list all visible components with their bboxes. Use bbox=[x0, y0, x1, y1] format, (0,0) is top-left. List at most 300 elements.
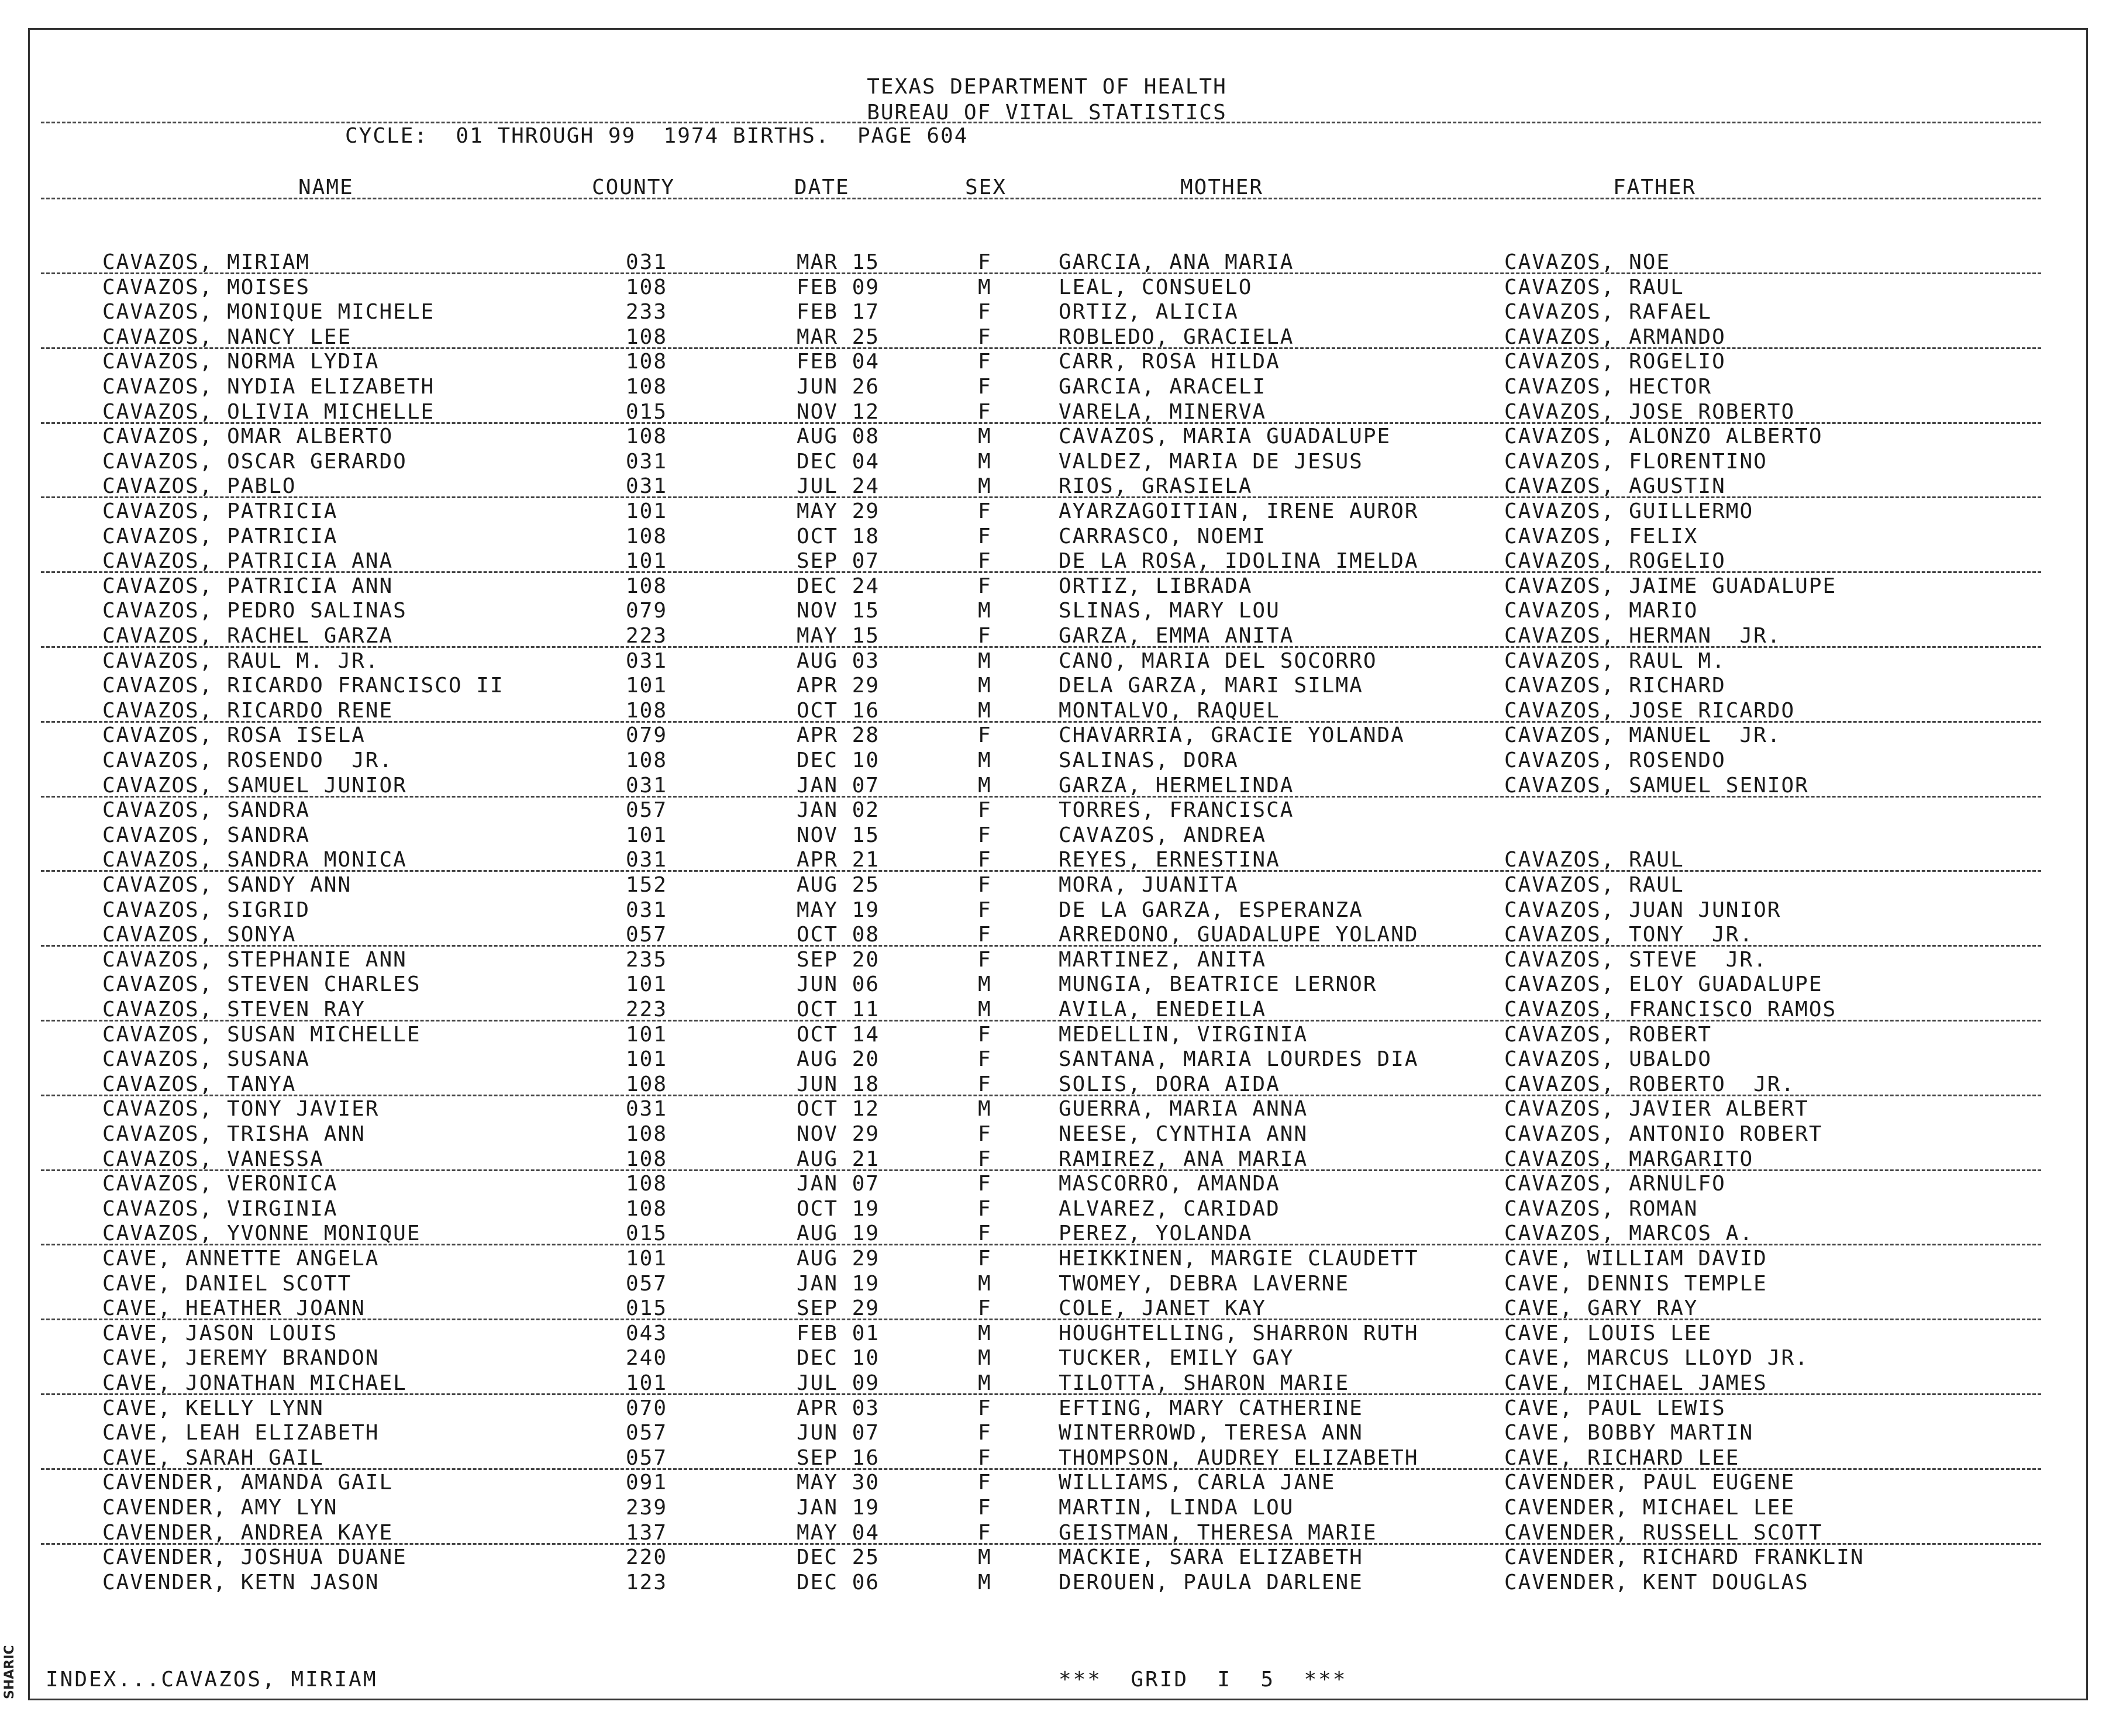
cell-name: CAVAZOS, PABLO bbox=[102, 474, 297, 499]
table-row bbox=[0, 1023, 2105, 1047]
report-title-line2: BUREAU OF VITAL STATISTICS bbox=[867, 101, 1227, 125]
cell-county: 091 bbox=[626, 1471, 668, 1495]
cell-mother: TWOMEY, DEBRA LAVERNE bbox=[1059, 1271, 1350, 1296]
cell-county: 220 bbox=[626, 1545, 668, 1570]
cell-mother: COLE, JANET KAY bbox=[1059, 1296, 1267, 1321]
cell-date: JUN 26 bbox=[797, 375, 880, 399]
cell-county: 031 bbox=[626, 773, 668, 798]
table-row bbox=[0, 450, 2105, 474]
cell-name: CAVAZOS, SANDRA bbox=[102, 798, 311, 823]
cell-date: NOV 15 bbox=[797, 599, 880, 623]
cell-sex: F bbox=[978, 549, 992, 574]
table-row bbox=[0, 898, 2105, 923]
cell-father: CAVAZOS, ROSENDO bbox=[1504, 748, 1726, 772]
cell-date: OCT 16 bbox=[797, 698, 880, 723]
cell-name: CAVE, DANIEL SCOTT bbox=[102, 1271, 352, 1296]
cell-name: CAVAZOS, SIGRID bbox=[102, 898, 311, 922]
cell-county: 057 bbox=[626, 798, 668, 823]
column-header-mother: MOTHER bbox=[1180, 175, 1264, 199]
cell-father: CAVAZOS, MANUEL JR. bbox=[1504, 723, 1781, 748]
cell-father: CAVAZOS, JAIME GUADALUPE bbox=[1504, 574, 1837, 598]
table-row bbox=[0, 674, 2105, 698]
cell-date: JAN 07 bbox=[797, 1172, 880, 1196]
cell-father: CAVAZOS, JOSE ROBERTO bbox=[1504, 399, 1796, 424]
cell-father: CAVAZOS, JOSE RICARDO bbox=[1504, 698, 1796, 723]
cell-father: CAVAZOS, RAFAEL bbox=[1504, 300, 1712, 325]
cell-county: 031 bbox=[626, 898, 668, 922]
cell-date: JUN 18 bbox=[797, 1072, 880, 1096]
cell-date: AUG 29 bbox=[797, 1247, 880, 1271]
table-row bbox=[0, 1496, 2105, 1520]
cell-mother: MARTIN, LINDA LOU bbox=[1059, 1496, 1294, 1520]
column-header-sex: SEX bbox=[965, 175, 1007, 199]
cell-mother: HEIKKINEN, MARGIE CLAUDETT bbox=[1059, 1247, 1419, 1271]
table-row bbox=[0, 873, 2105, 898]
cell-father: CAVAZOS, AGUSTIN bbox=[1504, 474, 1726, 499]
page-label: PAGE bbox=[857, 124, 913, 148]
cell-sex: F bbox=[978, 898, 992, 922]
table-row bbox=[0, 375, 2105, 399]
cell-county: 101 bbox=[626, 674, 668, 698]
cell-sex: F bbox=[978, 1072, 992, 1096]
cell-sex: M bbox=[978, 275, 992, 299]
column-header-date: DATE bbox=[794, 175, 850, 199]
cell-sex: F bbox=[978, 1520, 992, 1545]
cell-county: 101 bbox=[626, 823, 668, 847]
cell-sex: M bbox=[978, 474, 992, 499]
table-row bbox=[0, 1396, 2105, 1421]
cell-sex: F bbox=[978, 350, 992, 374]
cell-county: 239 bbox=[626, 1496, 668, 1520]
cell-county: 108 bbox=[626, 350, 668, 374]
cell-county: 108 bbox=[626, 1072, 668, 1096]
cell-date: NOV 12 bbox=[797, 399, 880, 424]
cell-sex: F bbox=[978, 848, 992, 872]
table-row bbox=[0, 699, 2105, 723]
cell-county: 108 bbox=[626, 1196, 668, 1221]
cell-mother: THOMPSON, AUDREY ELIZABETH bbox=[1059, 1445, 1419, 1470]
row-group-rule bbox=[41, 1543, 2041, 1545]
cell-mother: AVILA, ENEDEILA bbox=[1059, 998, 1267, 1021]
cell-mother: CAVAZOS, MARIA GUADALUPE bbox=[1059, 424, 1391, 449]
cell-mother: VARELA, MINERVA bbox=[1059, 399, 1267, 424]
cell-father: CAVAZOS, ROBERTO JR. bbox=[1504, 1072, 1796, 1096]
cell-county: 057 bbox=[626, 1445, 668, 1470]
cell-name: CAVAZOS, PATRICIA bbox=[102, 524, 338, 548]
cell-mother: TORRES, FRANCISCA bbox=[1059, 798, 1294, 823]
cell-mother: GARCIA, ANA MARIA bbox=[1059, 250, 1294, 274]
cell-father: CAVAZOS, ROMAN bbox=[1504, 1196, 1698, 1221]
cell-father: CAVAZOS, UBALDO bbox=[1504, 1047, 1712, 1072]
cell-county: 223 bbox=[626, 624, 668, 648]
cell-sex: F bbox=[978, 1445, 992, 1470]
column-header-name: NAME bbox=[298, 175, 354, 199]
cell-date: FEB 01 bbox=[797, 1321, 880, 1345]
cell-name: CAVAZOS, MONIQUE MICHELE bbox=[102, 300, 435, 325]
header-rule bbox=[41, 122, 2041, 123]
cell-sex: F bbox=[978, 499, 992, 523]
cell-sex: F bbox=[978, 399, 992, 424]
cell-county: 108 bbox=[626, 698, 668, 723]
row-group-rule bbox=[41, 1244, 2041, 1245]
cell-father: CAVE, MARCUS LLOYD JR. bbox=[1504, 1346, 1809, 1371]
cycle-value: 01 THROUGH 99 bbox=[456, 124, 636, 148]
cell-mother: MEDELLIN, VIRGINIA bbox=[1059, 1022, 1308, 1047]
page-number: 604 bbox=[926, 124, 969, 148]
cell-county: 101 bbox=[626, 972, 668, 997]
cell-mother: TUCKER, EMILY GAY bbox=[1059, 1346, 1294, 1371]
cell-mother: TILOTTA, SHARON MARIE bbox=[1059, 1371, 1350, 1395]
cell-county: 123 bbox=[626, 1570, 668, 1595]
cell-name: CAVAZOS, ROSA ISELA bbox=[102, 723, 366, 748]
cell-county: 108 bbox=[626, 1122, 668, 1146]
cell-sex: F bbox=[978, 923, 992, 947]
cell-name: CAVAZOS, SAMUEL JUNIOR bbox=[102, 773, 407, 798]
cell-county: 057 bbox=[626, 1271, 668, 1296]
table-row bbox=[0, 1571, 2105, 1595]
cell-name: CAVAZOS, VIRGINIA bbox=[102, 1196, 338, 1221]
cell-mother: LEAL, CONSUELO bbox=[1059, 275, 1253, 299]
cell-name: CAVAZOS, RICARDO FRANCISCO II bbox=[102, 674, 504, 698]
cell-mother: DE LA GARZA, ESPERANZA bbox=[1059, 898, 1363, 922]
cell-father: CAVAZOS, GUILLERMO bbox=[1504, 499, 1754, 523]
cell-name: CAVAZOS, TANYA bbox=[102, 1072, 297, 1096]
cell-mother: ROBLEDO, GRACIELA bbox=[1059, 325, 1294, 349]
table-row bbox=[0, 424, 2105, 449]
cell-father: CAVAZOS, ALONZO ALBERTO bbox=[1504, 424, 1823, 449]
cell-name: CAVAZOS, SUSAN MICHELLE bbox=[102, 1022, 421, 1047]
cell-sex: F bbox=[978, 1022, 992, 1047]
table-row bbox=[0, 624, 2105, 648]
cell-mother: ORTIZ, ALICIA bbox=[1059, 300, 1239, 325]
cell-date: OCT 11 bbox=[797, 998, 880, 1021]
cell-father: CAVAZOS, JUAN JUNIOR bbox=[1504, 898, 1781, 922]
footer-index: INDEX...CAVAZOS, MIRIAM bbox=[46, 1668, 378, 1692]
row-group-rule bbox=[41, 347, 2041, 349]
cell-sex: M bbox=[978, 424, 992, 449]
cell-name: CAVAZOS, STEVEN RAY bbox=[102, 998, 366, 1021]
cell-sex: M bbox=[978, 1097, 992, 1121]
column-header-county: COUNTY bbox=[592, 175, 676, 199]
cell-mother: GARZA, HERMELINDA bbox=[1059, 773, 1294, 798]
cell-father: CAVE, MICHAEL JAMES bbox=[1504, 1371, 1767, 1395]
cell-mother: ORTIZ, LIBRADA bbox=[1059, 574, 1253, 598]
cell-county: 108 bbox=[626, 524, 668, 548]
cell-father: CAVENDER, PAUL EUGENE bbox=[1504, 1471, 1796, 1495]
table-row bbox=[0, 1122, 2105, 1147]
table-row bbox=[0, 972, 2105, 997]
cell-date: DEC 06 bbox=[797, 1570, 880, 1595]
row-group-rule bbox=[41, 1468, 2041, 1470]
cell-date: MAR 25 bbox=[797, 325, 880, 349]
cell-name: CAVAZOS, STEVEN CHARLES bbox=[102, 972, 421, 997]
cell-sex: F bbox=[978, 250, 992, 274]
cell-name: CAVAZOS, SUSANA bbox=[102, 1047, 311, 1072]
cell-father: CAVAZOS, ARMANDO bbox=[1504, 325, 1726, 349]
cell-date: OCT 12 bbox=[797, 1097, 880, 1121]
table-row bbox=[0, 1197, 2105, 1221]
cell-sex: F bbox=[978, 1122, 992, 1146]
cell-date: JUN 06 bbox=[797, 972, 880, 997]
cell-county: 101 bbox=[626, 1047, 668, 1072]
cell-name: CAVAZOS, SANDRA bbox=[102, 823, 311, 847]
cell-father: CAVAZOS, RAUL bbox=[1504, 275, 1684, 299]
cell-mother: NEESE, CYNTHIA ANN bbox=[1059, 1122, 1308, 1146]
cell-date: DEC 25 bbox=[797, 1545, 880, 1570]
cell-sex: M bbox=[978, 1346, 992, 1371]
cell-mother: GUERRA, MARIA ANNA bbox=[1059, 1097, 1308, 1121]
cell-date: JAN 07 bbox=[797, 773, 880, 798]
cell-mother: CANO, MARIA DEL SOCORRO bbox=[1059, 648, 1377, 673]
cell-county: 101 bbox=[626, 1371, 668, 1395]
cell-name: CAVAZOS, PATRICIA bbox=[102, 499, 338, 523]
cell-name: CAVENDER, AMANDA GAIL bbox=[102, 1471, 394, 1495]
cell-father: CAVAZOS, ROBERT bbox=[1504, 1022, 1712, 1047]
table-row bbox=[0, 948, 2105, 972]
cell-name: CAVAZOS, OSCAR GERARDO bbox=[102, 449, 407, 474]
cell-name: CAVAZOS, YVONNE MONIQUE bbox=[102, 1221, 421, 1246]
cell-county: 015 bbox=[626, 1221, 668, 1246]
cell-mother: SANTANA, MARIA LOURDES DIA bbox=[1059, 1047, 1419, 1072]
cell-father: CAVAZOS, ELOY GUADALUPE bbox=[1504, 972, 1823, 997]
cell-sex: M bbox=[978, 1321, 992, 1345]
cell-date: DEC 04 bbox=[797, 449, 880, 474]
cell-county: 152 bbox=[626, 873, 668, 897]
cell-date: AUG 19 bbox=[797, 1221, 880, 1246]
cell-name: CAVAZOS, SONYA bbox=[102, 923, 297, 947]
cell-mother: CAVAZOS, ANDREA bbox=[1059, 823, 1267, 847]
cell-sex: F bbox=[978, 947, 992, 972]
cell-sex: M bbox=[978, 1570, 992, 1595]
cell-date: MAY 04 bbox=[797, 1520, 880, 1545]
cell-father: CAVE, DENNIS TEMPLE bbox=[1504, 1271, 1767, 1296]
table-row bbox=[0, 748, 2105, 773]
cell-father: CAVAZOS, MARCOS A. bbox=[1504, 1221, 1754, 1246]
cell-sex: F bbox=[978, 574, 992, 598]
cell-county: 108 bbox=[626, 1147, 668, 1171]
cell-sex: F bbox=[978, 1172, 992, 1196]
cell-mother: DEROUEN, PAULA DARLENE bbox=[1059, 1570, 1363, 1595]
cell-sex: M bbox=[978, 998, 992, 1021]
cell-date: DEC 24 bbox=[797, 574, 880, 598]
cell-date: JAN 19 bbox=[797, 1271, 880, 1296]
table-row bbox=[0, 599, 2105, 623]
cell-name: CAVAZOS, SANDY ANN bbox=[102, 873, 352, 897]
cell-date: OCT 14 bbox=[797, 1022, 880, 1047]
table-row bbox=[0, 1545, 2105, 1570]
cell-sex: F bbox=[978, 1496, 992, 1520]
cell-name: CAVAZOS, MOISES bbox=[102, 275, 311, 299]
cell-date: AUG 20 bbox=[797, 1047, 880, 1072]
cell-sex: F bbox=[978, 873, 992, 897]
row-group-rule bbox=[41, 571, 2041, 573]
cell-mother: ALVAREZ, CARIDAD bbox=[1059, 1196, 1280, 1221]
cell-father: CAVAZOS, ARNULFO bbox=[1504, 1172, 1726, 1196]
cell-county: 101 bbox=[626, 1247, 668, 1271]
cell-name: CAVAZOS, OLIVIA MICHELLE bbox=[102, 399, 435, 424]
table-row bbox=[0, 1221, 2105, 1246]
cell-father: CAVAZOS, FELIX bbox=[1504, 524, 1698, 548]
cell-date: APR 21 bbox=[797, 848, 880, 872]
cell-county: 043 bbox=[626, 1321, 668, 1345]
cell-mother: REYES, ERNESTINA bbox=[1059, 848, 1280, 872]
table-row bbox=[0, 1172, 2105, 1196]
cycle-line bbox=[345, 124, 968, 148]
cell-name: CAVAZOS, PATRICIA ANA bbox=[102, 549, 394, 574]
cell-county: 070 bbox=[626, 1396, 668, 1420]
cell-mother: MONTALVO, RAQUEL bbox=[1059, 698, 1280, 723]
cell-date: AUG 21 bbox=[797, 1147, 880, 1171]
table-row bbox=[0, 723, 2105, 748]
cell-name: CAVE, SARAH GAIL bbox=[102, 1445, 324, 1470]
cell-sex: M bbox=[978, 599, 992, 623]
cell-sex: F bbox=[978, 375, 992, 399]
cell-father: CAVENDER, RUSSELL SCOTT bbox=[1504, 1520, 1823, 1545]
cell-mother: MUNGIA, BEATRICE LERNOR bbox=[1059, 972, 1377, 997]
cell-county: 108 bbox=[626, 325, 668, 349]
cell-date: MAY 15 bbox=[797, 624, 880, 648]
cell-name: CAVAZOS, NORMA LYDIA bbox=[102, 350, 380, 374]
cell-sex: M bbox=[978, 748, 992, 772]
cell-father: CAVE, GARY RAY bbox=[1504, 1296, 1698, 1321]
table-row bbox=[0, 524, 2105, 549]
cell-county: 057 bbox=[626, 923, 668, 947]
cell-father: CAVENDER, RICHARD FRANKLIN bbox=[1504, 1545, 1865, 1570]
cell-sex: F bbox=[978, 624, 992, 648]
cell-name: CAVE, JASON LOUIS bbox=[102, 1321, 338, 1345]
cell-sex: F bbox=[978, 1247, 992, 1271]
cell-county: 031 bbox=[626, 250, 668, 274]
cell-father: CAVE, BOBBY MARTIN bbox=[1504, 1421, 1754, 1445]
cell-county: 101 bbox=[626, 1022, 668, 1047]
cell-date: OCT 18 bbox=[797, 524, 880, 548]
row-group-rule bbox=[41, 646, 2041, 648]
cell-name: CAVAZOS, RICARDO RENE bbox=[102, 698, 394, 723]
cell-father: CAVENDER, KENT DOUGLAS bbox=[1504, 1570, 1809, 1595]
table-row bbox=[0, 1272, 2105, 1296]
report-title-line1: TEXAS DEPARTMENT OF HEALTH bbox=[867, 75, 1227, 99]
cell-mother: WINTERROWD, TERESA ANN bbox=[1059, 1421, 1363, 1445]
cell-sex: M bbox=[978, 1371, 992, 1395]
cell-county: 057 bbox=[626, 1421, 668, 1445]
cell-county: 223 bbox=[626, 998, 668, 1021]
cell-mother: MARTINEZ, ANITA bbox=[1059, 947, 1267, 972]
table-row bbox=[0, 474, 2105, 499]
table-row bbox=[0, 325, 2105, 350]
table-row bbox=[0, 1421, 2105, 1445]
table-row bbox=[0, 923, 2105, 947]
cell-date: APR 29 bbox=[797, 674, 880, 698]
cell-name: CAVAZOS, STEPHANIE ANN bbox=[102, 947, 407, 972]
table-row bbox=[0, 499, 2105, 524]
cell-county: 031 bbox=[626, 848, 668, 872]
cell-county: 108 bbox=[626, 424, 668, 449]
cell-date: OCT 19 bbox=[797, 1196, 880, 1221]
cell-date: MAY 30 bbox=[797, 1471, 880, 1495]
cell-mother: EFTING, MARY CATHERINE bbox=[1059, 1396, 1363, 1420]
cell-sex: M bbox=[978, 648, 992, 673]
cell-date: JAN 19 bbox=[797, 1496, 880, 1520]
cell-sex: F bbox=[978, 1147, 992, 1171]
cell-county: 031 bbox=[626, 648, 668, 673]
report-name: 1974 BIRTHS. bbox=[663, 124, 830, 148]
cell-date: JUL 24 bbox=[797, 474, 880, 499]
cell-name: CAVE, LEAH ELIZABETH bbox=[102, 1421, 380, 1445]
cell-father: CAVAZOS, RAUL M. bbox=[1504, 648, 1726, 673]
cell-name: CAVAZOS, RACHEL GARZA bbox=[102, 624, 394, 648]
table-row bbox=[0, 998, 2105, 1022]
cell-date: NOV 29 bbox=[797, 1122, 880, 1146]
cell-county: 079 bbox=[626, 723, 668, 748]
cell-mother: AYARZAGOITIAN, IRENE AUROR bbox=[1059, 499, 1419, 523]
cell-name: CAVE, JEREMY BRANDON bbox=[102, 1346, 380, 1371]
cell-name: CAVENDER, AMY LYN bbox=[102, 1496, 338, 1520]
cell-father: CAVAZOS, HECTOR bbox=[1504, 375, 1712, 399]
cell-county: 108 bbox=[626, 574, 668, 598]
cell-father: CAVAZOS, ANTONIO ROBERT bbox=[1504, 1122, 1823, 1146]
cell-county: 240 bbox=[626, 1346, 668, 1371]
cell-mother: MORA, JUANITA bbox=[1059, 873, 1239, 897]
cell-mother: CARR, ROSA HILDA bbox=[1059, 350, 1280, 374]
table-row bbox=[0, 574, 2105, 599]
cell-sex: F bbox=[978, 1471, 992, 1495]
column-header-rule bbox=[41, 198, 2041, 199]
cell-date: AUG 25 bbox=[797, 873, 880, 897]
table-row bbox=[0, 1147, 2105, 1172]
row-group-rule bbox=[41, 796, 2041, 798]
cell-date: DEC 10 bbox=[797, 1346, 880, 1371]
cell-name: CAVAZOS, OMAR ALBERTO bbox=[102, 424, 394, 449]
cell-name: CAVE, ANNETTE ANGELA bbox=[102, 1247, 380, 1271]
cell-sex: F bbox=[978, 823, 992, 847]
cell-county: 101 bbox=[626, 499, 668, 523]
cell-sex: F bbox=[978, 300, 992, 325]
cell-mother: RIOS, GRASIELA bbox=[1059, 474, 1253, 499]
cell-date: APR 03 bbox=[797, 1396, 880, 1420]
cell-mother: MACKIE, SARA ELIZABETH bbox=[1059, 1545, 1363, 1570]
row-group-rule bbox=[41, 721, 2041, 723]
cell-name: CAVAZOS, TRISHA ANN bbox=[102, 1122, 366, 1146]
table-row bbox=[0, 1446, 2105, 1471]
row-group-rule bbox=[41, 422, 2041, 424]
cell-father: CAVAZOS, ROGELIO bbox=[1504, 350, 1726, 374]
cell-sex: M bbox=[978, 1271, 992, 1296]
cell-name: CAVAZOS, SANDRA MONICA bbox=[102, 848, 407, 872]
cell-county: 079 bbox=[626, 599, 668, 623]
table-row bbox=[0, 1296, 2105, 1321]
table-row bbox=[0, 1097, 2105, 1121]
cell-name: CAVAZOS, TONY JAVIER bbox=[102, 1097, 380, 1121]
cell-father: CAVAZOS, FLORENTINO bbox=[1504, 449, 1767, 474]
row-group-rule bbox=[41, 1169, 2041, 1171]
table-row bbox=[0, 1371, 2105, 1396]
cell-sex: F bbox=[978, 1196, 992, 1221]
row-group-rule bbox=[41, 1020, 2041, 1021]
table-row bbox=[0, 275, 2105, 300]
row-group-rule bbox=[41, 1393, 2041, 1395]
cell-father: CAVAZOS, ROGELIO bbox=[1504, 549, 1726, 574]
cell-county: 015 bbox=[626, 1296, 668, 1321]
cell-sex: F bbox=[978, 1396, 992, 1420]
table-row bbox=[0, 1471, 2105, 1495]
table-row bbox=[0, 1072, 2105, 1097]
cell-sex: M bbox=[978, 1545, 992, 1570]
row-group-rule bbox=[41, 272, 2041, 274]
cell-sex: F bbox=[978, 1296, 992, 1321]
cell-sex: F bbox=[978, 1047, 992, 1072]
cell-father: CAVE, RICHARD LEE bbox=[1504, 1445, 1740, 1470]
cell-mother: GARCIA, ARACELI bbox=[1059, 375, 1267, 399]
